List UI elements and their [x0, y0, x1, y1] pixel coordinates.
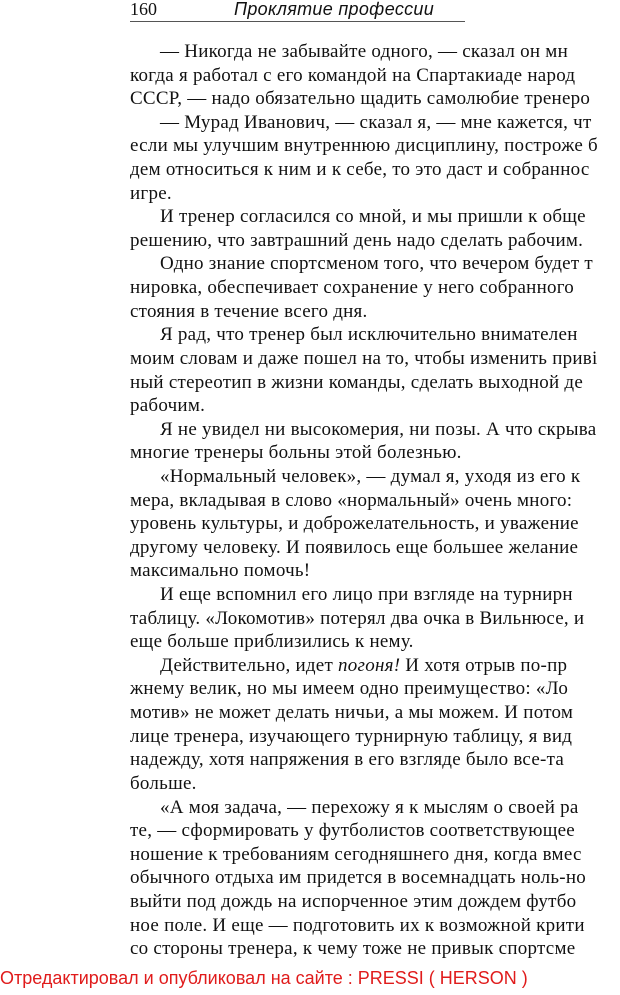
text-line: ный стереотип в жизни команды, сделать выходной де — [130, 371, 584, 393]
text-line: ношение к требованиям сегодняшнего дня, когда вмес — [130, 843, 582, 865]
text-line: жнему велик, но мы имеем одно преимущество: «Ло — [130, 678, 569, 700]
text-line: максимально помочь! — [130, 560, 311, 582]
text-line: моим словам и даже пошел на то, чтобы изменить приві — [130, 347, 598, 369]
text-line: еще больше приблизились к нему. — [130, 631, 414, 653]
text-line: со стороны тренера, к чему тоже не привык спортсме — [130, 938, 576, 960]
text-line: другому человеку. И появилось еще большее желание — [130, 536, 579, 558]
text-line: лице тренера, изучающего турнирную таблицу, я вид — [130, 725, 573, 747]
text-line: ное поле. И еще — подготовить их к возможной крити — [130, 914, 585, 936]
emphasis-text: погоня! — [338, 654, 401, 676]
text-line: решению, что завтрашний день надо сделать рабочим. — [130, 229, 584, 251]
text-line: если мы улучшим внутреннюю дисциплину, построже б — [130, 135, 598, 157]
text-line: те, — сформировать у футболистов соответствующее — [130, 820, 575, 842]
text-line-with-emphasis — [130, 654, 620, 678]
text-line: И тренер согласился со мной, и мы пришли к обще — [160, 206, 586, 228]
text-segment: И хотя отрыв по-пр — [400, 654, 568, 676]
text-segment: Действительно, идет — [160, 654, 339, 676]
text-line: стояния в течение всего дня. — [130, 300, 368, 322]
text-line: нировка, обеспечивает сохранение у него собранного — [130, 277, 575, 299]
text-line: мотив» не может делать ничьи, а мы можем. И потом — [130, 702, 574, 724]
text-line: рабочим. — [130, 395, 206, 417]
text-line: обычного отдыха им придется в восемнадцать ноль-но — [130, 867, 587, 889]
text-line: многие тренеры больны этой болезнью. — [130, 442, 462, 464]
text-line: дем относиться к ним и к себе, то это даст и собраннос — [130, 159, 590, 181]
text-line: когда я работал с его командой на Спартакиаде народ — [130, 64, 576, 86]
page-number: 160 — [130, 0, 157, 19]
text-line: Я не увидел ни высокомерия, ни позы. А что скрыва — [160, 418, 597, 440]
text-line: уровень культуры, и доброжелательность, и уважение — [130, 513, 579, 535]
text-line: И еще вспомнил его лицо при взгляде на турнирн — [160, 584, 573, 606]
running-title: Проклятие профессии — [234, 0, 435, 19]
text-line: — Никогда не забывайте одного, — сказал он мн — [160, 41, 568, 62]
publisher-footer-note: Отредактировал и опубликовал на сайте : PRESSI ( HERSON ) — [0, 968, 528, 988]
text-line: мера, вкладывая в слово «нормальный» очень много: — [130, 489, 573, 511]
text-line: — Мурад Иванович, — сказал я, — мне кажется, чт — [160, 111, 592, 133]
text-line: выйти под дождь на испорченное этим дождем футбо — [130, 890, 577, 912]
text-line: Я рад, что тренер был исключительно внимателен — [160, 324, 578, 346]
text-line: «Нормальный человек», — думал я, уходя из его к — [160, 465, 581, 487]
text-line: игре. — [130, 182, 172, 204]
text-line: больше. — [130, 772, 197, 794]
body-text — [130, 40, 620, 961]
text-line: Одно знание спортсменом того, что вечером будет т — [160, 253, 593, 275]
text-line: «А моя задача, — перехожу я к мыслям о своей ра — [160, 796, 579, 818]
text-line: таблицу. «Локомотив» потерял два очка в Вильнюсе, и — [130, 607, 585, 629]
text-line: надежду, хотя напряжения в его взгляде было все-та — [130, 749, 565, 771]
text-line: СССР, — надо обязательно щадить самолюбие тренеро — [130, 88, 591, 110]
running-header — [130, 0, 465, 22]
